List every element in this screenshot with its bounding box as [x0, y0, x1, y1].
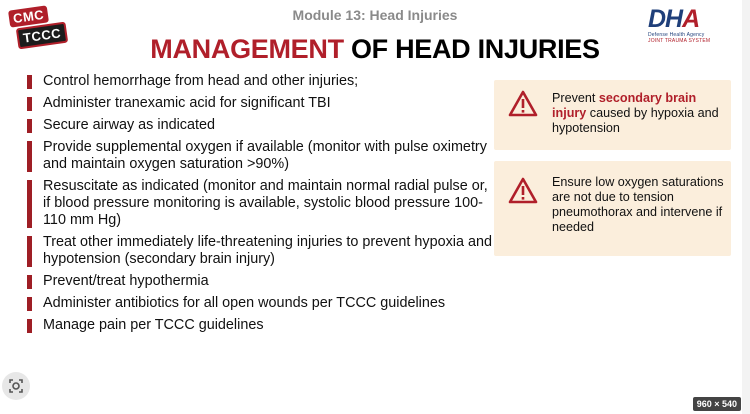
callout-text [552, 91, 724, 136]
bullet-text: Control hemorrhage from head and other injuries; [43, 73, 359, 89]
image-size-badge: 960 × 540 [693, 397, 741, 411]
bullet-text: Administer tranexamic acid for significant TBI [43, 95, 331, 111]
list-item [27, 73, 497, 90]
list-item [27, 234, 497, 268]
dha-logo [648, 6, 732, 46]
bullet-bar [27, 319, 32, 333]
bullet-bar [27, 297, 32, 311]
bullet-bar [27, 97, 32, 111]
warning-triangle-icon [508, 90, 538, 117]
bullet-bar [27, 236, 32, 267]
image-search-button[interactable] [2, 372, 30, 400]
list-item [27, 178, 497, 229]
title-accent: MANAGEMENT [150, 34, 344, 64]
bullet-bar [27, 75, 32, 89]
list-item [27, 295, 497, 312]
callout-text-post: caused by hypoxia and hypotension [552, 106, 719, 135]
dha-mark-a: A [682, 5, 700, 33]
dha-mark-dh: DH [648, 5, 683, 33]
bullet-bar [27, 275, 32, 289]
bullet-text: Prevent/treat hypothermia [43, 273, 209, 289]
bullet-text: Provide supplemental oxygen if available (monitor with pulse oximetry and maintain oxygen saturation >90%) [43, 139, 487, 172]
logo-line-tccc: TCCC [16, 22, 69, 50]
dha-mark [648, 6, 732, 32]
bullet-text: Secure airway as indicated [43, 117, 215, 133]
list-item [27, 95, 497, 112]
bullet-text: Manage pain per TCCC guidelines [43, 317, 264, 333]
warning-triangle-icon [508, 177, 538, 204]
callout-text: Ensure low oxygen saturations are not due to tension pneumothorax and intervene if needed [552, 175, 724, 234]
title-rest: OF HEAD INJURIES [343, 34, 600, 64]
bullet-bar [27, 141, 32, 172]
bullet-list [27, 73, 497, 339]
list-item [27, 117, 497, 134]
bullet-text: Administer antibiotics for all open wounds per TCCC guidelines [43, 295, 446, 311]
dha-subtitle: Defense Health Agency [648, 32, 705, 38]
callout-highlight: secondary brain injury [552, 91, 697, 120]
list-item [27, 317, 497, 334]
list-item [27, 139, 497, 173]
list-item [27, 273, 497, 290]
bullet-text: Resuscitate as indicated (monitor and maintain normal radial pulse or, if blood pressure monitoring is available, systolic blood pressure 100-110 mm Hg) [43, 178, 488, 228]
bullet-text: Treat other immediately life-threatening injuries to prevent hypoxia and hypotension (secondary brain injury) [43, 234, 493, 267]
bullet-bar [27, 119, 32, 133]
module-label: Module 13: Head Injuries [292, 7, 458, 23]
dha-subtitle-2: JOINT TRAUMA SYSTEM [648, 38, 711, 44]
bullet-bar [27, 180, 32, 228]
logo-line-cmc: CMC [8, 5, 49, 27]
image-search-icon [8, 378, 24, 394]
slide-title [0, 34, 750, 65]
callout-text-pre: Prevent [552, 91, 599, 105]
callout-low-oxygen [494, 161, 731, 256]
callout-secondary-brain-injury [494, 80, 731, 150]
